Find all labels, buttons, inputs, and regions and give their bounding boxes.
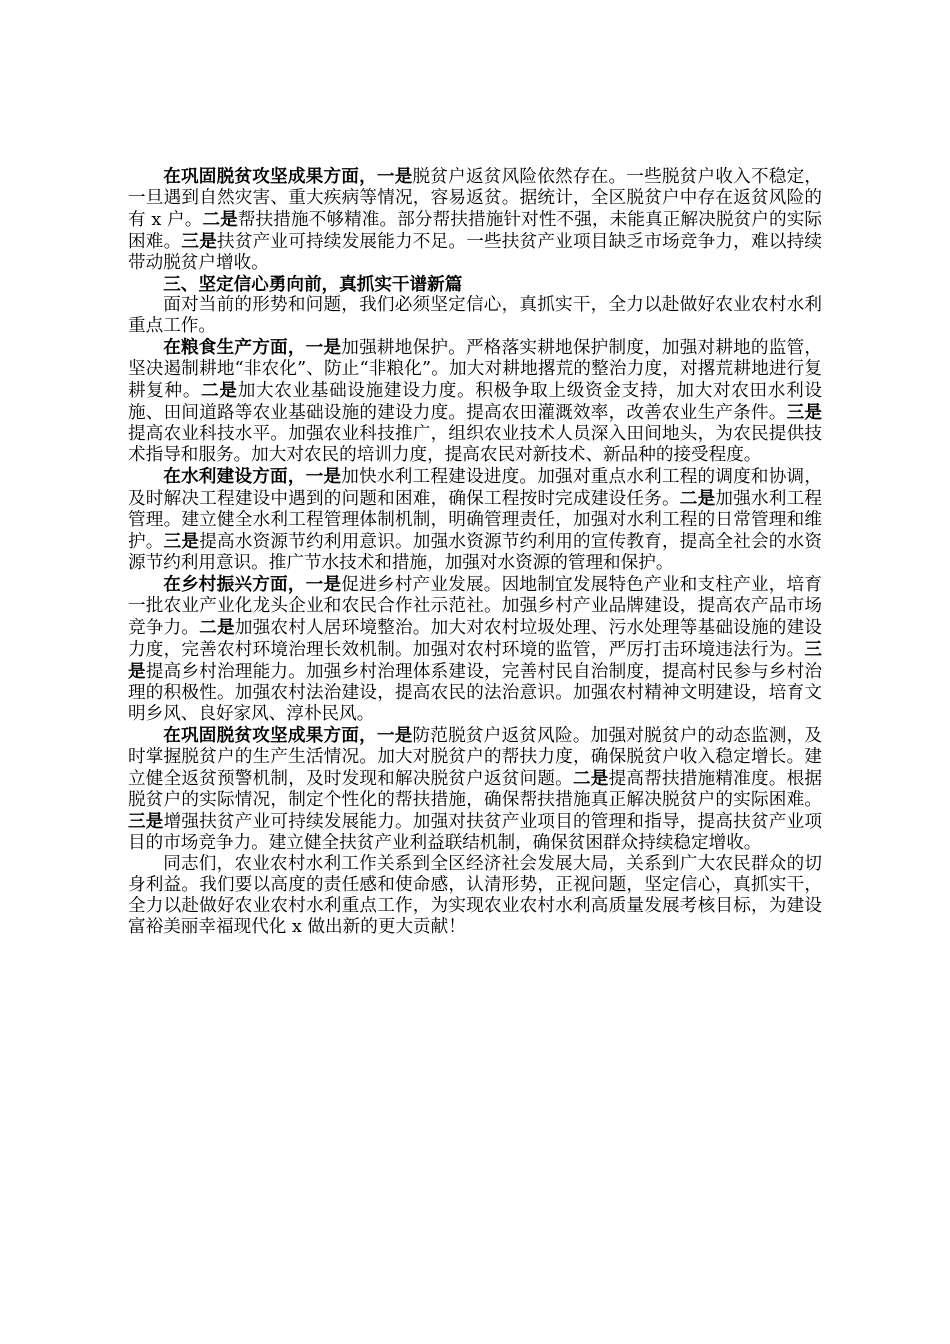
bold-text: 在粮食生产方面， bbox=[163, 337, 306, 358]
bold-text: 二是 bbox=[201, 380, 238, 401]
bold-text: 在水利建设方面， bbox=[163, 466, 306, 487]
bold-text: 二是 bbox=[199, 617, 235, 638]
bold-text: 一是 bbox=[305, 466, 342, 487]
body-text: 增强扶贫产业可持续发展能力。加强对扶贫产业项目的管理和指导，提高扶贫产业项目的市场竞争力。建立健全扶贫产业利益联结机制，确保贫困群众持续稳定增收。 bbox=[128, 812, 822, 853]
body-text: 加大农业基础设施建设力度。积极争取上级资金支持，加大对农田水利设施、田间道路等农业基础设施的建设力度。提高农田灌溉效率，改善农业生产条件。 bbox=[128, 381, 822, 423]
bold-text: 在巩固脱贫攻坚成果方面， bbox=[163, 166, 377, 187]
bold-text: 三是 bbox=[163, 531, 200, 552]
body-text: 加强耕地保护。严格落实耕地保护制度，加强对耕地的监管，坚决遏制耕地“非农化”、防止“非粮化”。加大对耕地撂荒的整治力度，对撂荒耕地进行复耕复种。 bbox=[128, 338, 822, 401]
bold-text: 三、坚定信心勇向前，真抓实干谱新篇 bbox=[163, 274, 463, 295]
body-text: 提高水资源节约利用意识。加强水资源节约利用的宣传教育，提高全社会的水资源节约利用意识。推广节水技术和措施，加强对水资源的管理和保护。 bbox=[128, 532, 822, 573]
bold-text: 在乡村振兴方面， bbox=[163, 574, 306, 595]
body-text: 扶贫产业可持续发展能力不足。一些扶贫产业项目缺乏市场竞争力，难以持续带动脱贫户增收。 bbox=[128, 232, 822, 273]
bold-text: 在巩固脱贫攻坚成果方面， bbox=[163, 725, 377, 746]
body-text: 加强水利工程管理。建立健全水利工程管理体制机制，明确管理责任，加强对水利工程的日常管理和维护。 bbox=[128, 489, 822, 552]
bold-text: 二是 bbox=[679, 488, 716, 509]
body-text: 提高乡村治理能力。加强乡村治理体系建设，完善村民自治制度，提高村民参与乡村治理的积极性。加强农村法治建设，提高农民的法治意识。加强农村精神文明建设，培育文明乡风、良好家风、淳朴民风。 bbox=[128, 662, 822, 724]
paragraph bbox=[128, 295, 822, 337]
body-text: 同志们，农业农村水利工作关系到全区经济社会发展大局，关系到广大农民群众的切身利益。我们要以高度的责任感和使命感，认清形势，正视问题，坚定信心，真抓实干，全力以赴做好农业农村水利重点工作，为实现农业农村水利高质量发展考核目标，为建设富裕美丽幸福现代化 x 做出新的更大贡献！ bbox=[128, 854, 822, 937]
bold-text: 三是 bbox=[786, 402, 822, 423]
section-heading bbox=[128, 274, 822, 295]
bold-text: 三是 bbox=[128, 639, 822, 682]
paragraph bbox=[128, 854, 822, 938]
document-body bbox=[128, 166, 822, 938]
bold-text: 一是 bbox=[376, 725, 413, 746]
body-text: 加快水利工程建设进度。加强对重点水利工程的调度和协调，及时解决工程建设中遇到的问题和困难，确保工程按时完成建设任务。 bbox=[128, 467, 822, 509]
body-text: 帮扶措施不够精准。部分帮扶措施针对性不强，未能真正解决脱贫户的实际困难。 bbox=[128, 210, 822, 252]
paragraph bbox=[128, 574, 822, 725]
body-text: 防范脱贫户返贫风险。加强对脱贫户的动态监测，及时掌握脱贫户的生产生活情况。加大对脱贫户的帮扶力度，确保脱贫户收入稳定增长。建立健全返贫预警机制，及时发现和解决脱贫户返贫问题。 bbox=[128, 726, 822, 789]
bold-text: 一是 bbox=[305, 337, 342, 358]
paragraph bbox=[128, 466, 822, 574]
bold-text: 三是 bbox=[128, 811, 164, 832]
body-text: 面对当前的形势和问题，我们必须坚定信心，真抓实干，全力以赴做好农业农村水利重点工作。 bbox=[128, 295, 822, 336]
bold-text: 三是 bbox=[181, 231, 218, 252]
bold-text: 一是 bbox=[376, 166, 413, 187]
paragraph bbox=[128, 725, 822, 854]
body-text: 促进乡村产业发展。因地制宜发展特色产业和支柱产业，培育一批农业产业化龙头企业和农民合作社示范社。加强乡村产业品牌建设，提高农产品市场竞争力。 bbox=[128, 575, 822, 638]
body-text: 提高农业科技水平。加强农业科技推广，组织农业技术人员深入田间地头，为农民提供技术指导和服务。加大对农民的培训力度，提高农民对新技术、新品种的接受程度。 bbox=[128, 424, 822, 465]
body-text: 加强农村人居环境整治。加大对农村垃圾处理、污水处理等基础设施的建设力度，完善农村环境治理长效机制。加强对农村环境的监管，严厉打击环境违法行为。 bbox=[128, 618, 822, 660]
paragraph bbox=[128, 337, 822, 466]
bold-text: 二是 bbox=[202, 209, 238, 230]
bold-text: 二是 bbox=[572, 768, 609, 789]
body-text: 脱贫户返贫风险依然存在。一些脱贫户收入不稳定，一旦遇到自然灾害、重大疾病等情况，容易返贫。据统计，全区脱贫户中存在返贫风险的有 x 户。 bbox=[128, 167, 822, 230]
paragraph bbox=[128, 166, 822, 274]
bold-text: 一是 bbox=[305, 574, 342, 595]
body-text: 提高帮扶措施精准度。根据脱贫户的实际情况，制定个性化的帮扶措施，确保帮扶措施真正解决脱贫户的实际困难。 bbox=[128, 769, 822, 810]
